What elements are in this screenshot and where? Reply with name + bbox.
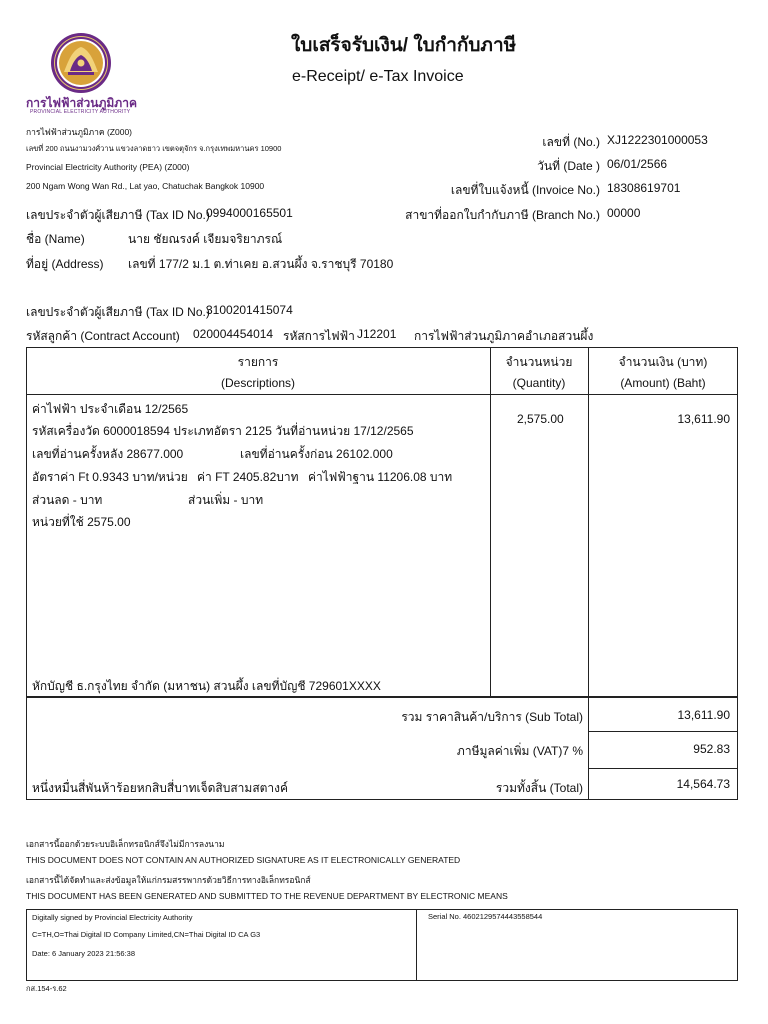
doc-date-value: 06/01/2566: [607, 157, 668, 171]
col-qty-header-th: จำนวนหน่วย: [505, 355, 573, 369]
note-line: THIS DOCUMENT DOES NOT CONTAIN AN AUTHORIZED SIGNATURE AS IT ELECTRONICALLY GENERATED: [26, 855, 461, 865]
note-line: THIS DOCUMENT HAS BEEN GENERATED AND SUBMITTED TO THE REVENUE DEPARTMENT BY ELECTRONIC MEANS: [26, 891, 508, 901]
col-qty-header-en: (Quantity): [512, 376, 566, 390]
signature-date: Date: 6 January 2023 21:56:38: [32, 949, 135, 958]
desc-line: เลขที่อ่านครั้งก่อน 26102.000: [240, 447, 393, 461]
form-code: กส.154-ร.62: [26, 984, 67, 993]
desc-line: หน่วยที่ใช้ 2575.00: [32, 515, 131, 529]
invoice-no-label: เลขที่ใบแจ้งหนี้ (Invoice No.): [450, 183, 600, 197]
pea-code-label: รหัสการไฟฟ้า: [283, 329, 355, 343]
invoice-no-value: 18308619701: [607, 181, 681, 195]
note-line: เอกสารนี้ออกด้วยระบบอิเล็กทรอนิกส์จึงไม่มีการลงนาม: [26, 839, 225, 849]
desc-line: รหัสเครื่องวัด 6000018594 ประเภทอัตรา 2125 วันที่อ่านหน่วย 17/12/2565: [32, 424, 414, 438]
org-logo-name-th: การไฟฟ้าส่วนภูมิภาค: [26, 96, 137, 110]
customer-name-value: นาย ชัยณรงค์ เจียมจริยาภรณ์: [128, 232, 283, 246]
signed-by-text: Digitally signed by Provincial Electricity Authority: [32, 913, 193, 922]
certificate-text: C=TH,O=Thai Digital ID Company Limited,CN=Thai Digital ID CA G3: [32, 930, 261, 939]
customer-name-label: ชื่อ (Name): [26, 232, 85, 246]
item-amount: 13,611.90: [677, 412, 730, 426]
desc-line: ค่าไฟฟ้า ประจำเดือน 12/2565: [32, 402, 189, 416]
total-label: รวมทั้งสิ้น (Total): [495, 781, 583, 795]
desc-line: ส่วนลด - บาท: [32, 493, 103, 507]
desc-line: ส่วนเพิ่ม - บาท: [188, 493, 264, 507]
desc-line: ค่าไฟฟ้าฐาน 11206.08 บาท: [308, 470, 453, 484]
subtotal-label: รวม ราคาสินค้า/บริการ (Sub Total): [401, 710, 583, 724]
item-quantity: 2,575.00: [517, 412, 564, 426]
document-title-en: e-Receipt/ e-Tax Invoice: [292, 68, 464, 85]
contract-account-value: 020004454014: [193, 327, 274, 341]
amount-in-words: หนึ่งหมื่นสี่พันห้าร้อยหกสิบสี่บาทเจ็ดสิบสามสตางค์: [32, 781, 289, 795]
org-logo-name-en: PROVINCIAL ELECTRICITY AUTHORITY: [30, 109, 131, 115]
customer-address-value: เลขที่ 177/2 ม.1 ต.ท่าเคย อ.สวนผึ้ง จ.ราชบุรี 70180: [128, 257, 394, 271]
pea-logo: [50, 32, 112, 94]
vat-label: ภาษีมูลค่าเพิ่ม (VAT)7 %: [456, 744, 583, 758]
serial-number: Serial No. 4602129574443558544: [428, 912, 543, 921]
issuer-address-th: เลขที่ 200 ถนนงามวงศ์วาน แขวงลาดยาว เขตจตุจักร จ.กรุงเทพมหานคร 10900: [26, 144, 282, 153]
desc-line: ค่า FT 2405.82บาท: [197, 470, 299, 484]
issuer-address-en: 200 Ngam Wong Wan Rd., Lat yao, Chatuchak Bangkok 10900: [26, 181, 265, 191]
document-title-th: ใบเสร็จรับเงิน/ ใบกำกับภาษี: [291, 35, 517, 56]
contract-account-label: รหัสลูกค้า (Contract Account): [26, 329, 180, 343]
pea-office: การไฟฟ้าส่วนภูมิภาคอำเภอสวนผึ้ง: [414, 329, 594, 343]
col-desc-header-en: (Descriptions): [220, 376, 295, 390]
doc-date-label: วันที่ (Date ): [537, 159, 600, 173]
bank-account-line: หักบัญชี ธ.กรุงไทย จำกัด (มหาชน) สวนผึ้ง เลขที่บัญชี 729601XXXX: [32, 679, 381, 693]
note-line: เอกสารนี้ได้จัดทำและส่งข้อมูลให้แก่กรมสรรพากรด้วยวิธีการทางอิเล็กทรอนิกส์: [26, 875, 311, 885]
customer-address-label: ที่อยู่ (Address): [26, 257, 104, 271]
col-amt-header-th: จำนวนเงิน (บาท): [618, 355, 708, 369]
col-amt-header-en: (Amount) (Baht): [620, 376, 706, 390]
desc-line: อัตราค่า Ft 0.9343 บาท/หน่วย: [32, 470, 188, 484]
desc-line: เลขที่อ่านครั้งหลัง 28677.000: [32, 447, 184, 461]
customer-taxid-label: เลขประจำตัวผู้เสียภาษี (Tax ID No.): [26, 208, 210, 222]
issuer-name-en: Provincial Electricity Authority (PEA) (Z000): [26, 162, 190, 172]
customer-taxid2-label: เลขประจำตัวผู้เสียภาษี (Tax ID No.): [26, 305, 210, 319]
total-value: 14,564.73: [676, 777, 730, 791]
issuer-name-th: การไฟฟ้าส่วนภูมิภาค (Z000): [26, 127, 133, 137]
subtotal-value: 13,611.90: [677, 708, 730, 722]
customer-taxid-value: 0994000165501: [206, 206, 293, 220]
customer-taxid2-value: 3100201415074: [206, 303, 293, 317]
doc-no-label: เลขที่ (No.): [542, 135, 600, 149]
doc-no-value: XJ1222301000053: [607, 133, 708, 147]
pea-code-value: J12201: [357, 327, 397, 341]
vat-value: 952.83: [693, 742, 730, 756]
col-desc-header-th: รายการ: [237, 355, 279, 369]
branch-no-value: 00000: [607, 206, 641, 220]
branch-no-label: สาขาที่ออกใบกำกับภาษี (Branch No.): [405, 208, 600, 222]
